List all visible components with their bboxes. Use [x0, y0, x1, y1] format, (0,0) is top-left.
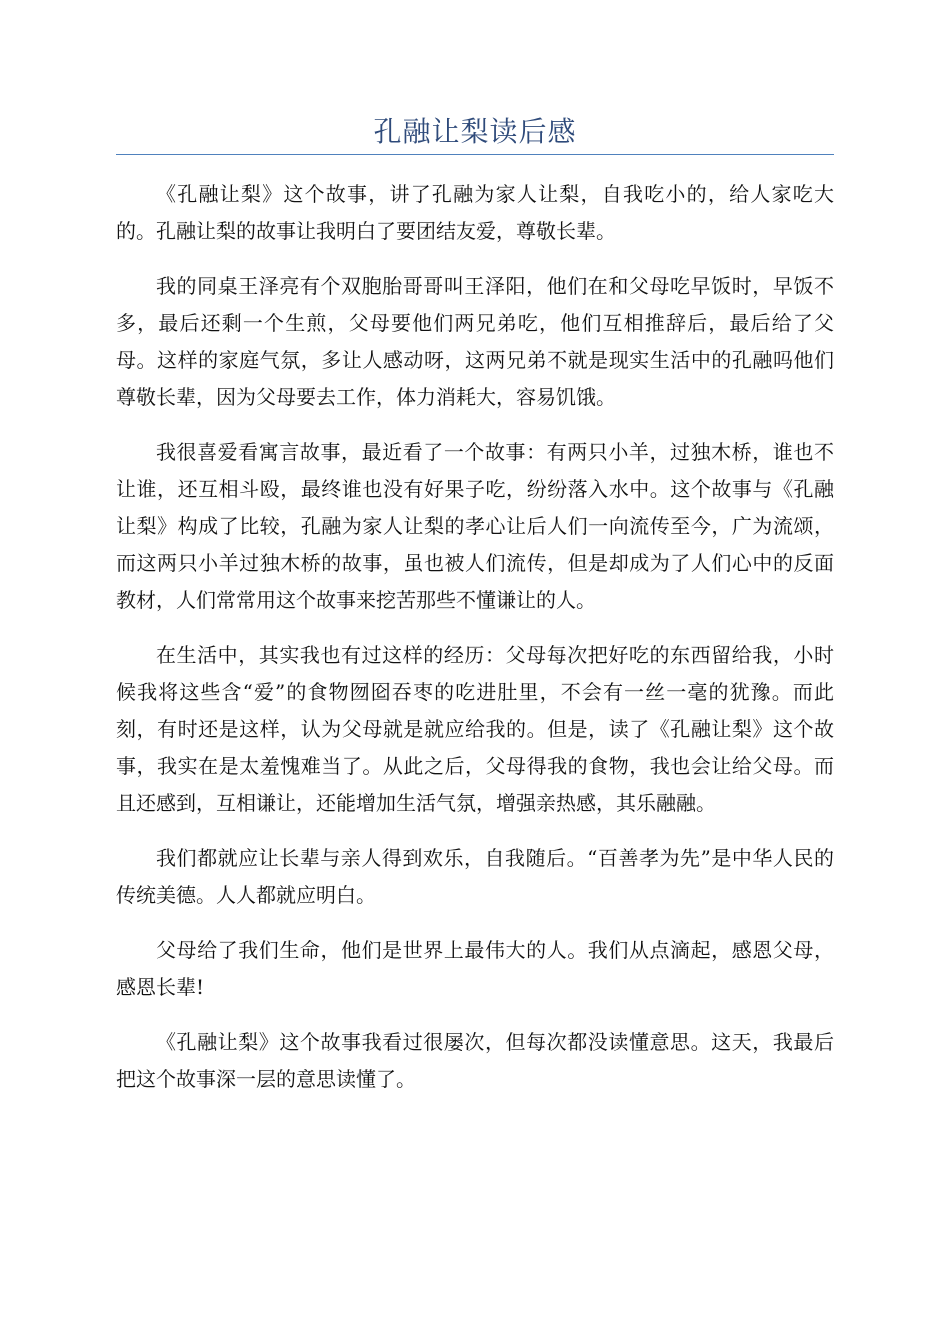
paragraph-2: 我的同桌王泽亮有个双胞胎哥哥叫王泽阳，他们在和父母吃早饭时，早饭不多，最后还剩一个生煎，父母要他们两兄弟吃，他们互相推辞后，最后给了父母。这样的家庭气氛，多让人感动呀，这两兄弟不就是现实生活中的孔融吗他们尊敬长辈，因为父母要去工作，体力消耗大，容易饥饿。 — [116, 274, 834, 409]
paragraph-3: 我很喜爱看寓言故事，最近看了一个故事：有两只小羊，过独木桥，谁也不让谁，还互相斗殴，最终谁也没有好果子吃，纷纷落入水中。这个故事与《孔融让梨》构成了比较，孔融为家人让梨的孝心让后人们一向流传至今，广为流颂，而这两只小羊过独木桥的故事，虽也被人们流传，但是却成为了人们心中的反面教材，人们常常用这个故事来挖苦那些不懂谦让的人。 — [116, 440, 834, 612]
document-title: 孔融让梨读后感 — [373, 115, 577, 148]
paragraph-5: 我们都就应让长辈与亲人得到欢乐，自我随后。“百善孝为先”是中华人民的传统美德。人人都就应明白。 — [116, 846, 834, 907]
paragraph-6: 父母给了我们生命，他们是世界上最伟大的人。我们从点滴起，感恩父母，感恩长辈! — [116, 938, 834, 999]
document-body — [116, 176, 834, 1116]
paragraph-1: 《孔融让梨》这个故事，讲了孔融为家人让梨，自我吃小的，给人家吃大的。孔融让梨的故事让我明白了要团结友爱，尊敬长辈。 — [116, 182, 834, 243]
title-underline — [116, 154, 834, 155]
paragraph-4: 在生活中，其实我也有过这样的经历：父母每次把好吃的东西留给我，小时候我将这些含“爱”的食物囫囵吞枣的吃进肚里，不会有一丝一毫的犹豫。而此刻，有时还是这样，认为父母就是就应给我的。但是，读了《孔融让梨》这个故事，我实在是太羞愧难当了。从此之后，父母得我的食物，我也会让给父母。而且还感到，互相谦让，还能增加生活气氛，增强亲热感，其乐融融。 — [116, 643, 834, 815]
paragraph-7: 《孔融让梨》这个故事我看过很屡次，但每次都没读懂意思。这天，我最后把这个故事深一层的意思读懂了。 — [116, 1030, 834, 1091]
